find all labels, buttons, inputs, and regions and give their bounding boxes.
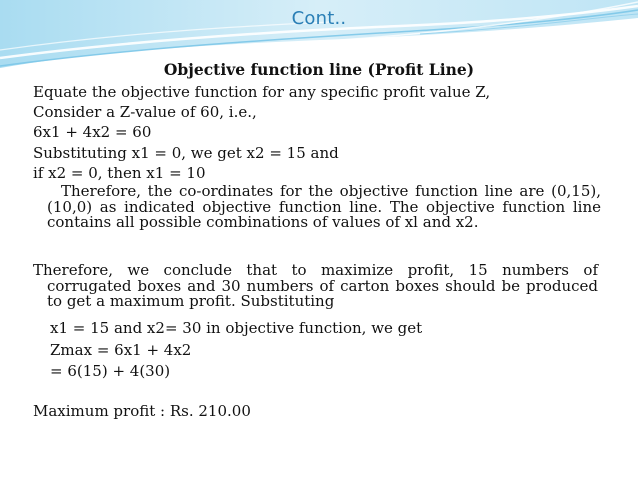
equation-line: = 6(15) + 4(30) <box>50 362 171 380</box>
slide-title: Cont.. <box>291 8 347 29</box>
text-line: Equate the objective function for any specific profit value Z, <box>33 83 491 101</box>
equation-line: 6x1 + 4x2 = 60 <box>33 123 152 141</box>
text-line: Consider a Z-value of 60, i.e., <box>33 103 257 121</box>
section-heading: Objective function line (Profit Line) <box>163 60 475 79</box>
text-line: Substituting x1 = 0, we get x2 = 15 and <box>33 144 339 162</box>
result-line: Maximum profit : Rs. 210.00 <box>33 402 251 420</box>
equation-line: Zmax = 6x1 + 4x2 <box>50 341 192 359</box>
text-line: if x2 = 0, then x1 = 10 <box>33 164 206 182</box>
coordinates-paragraph: Therefore, the co-ordinates for the objective function line are (0,15), (10,0) as indicated objective function line. The objective function line contains all possible combinations of values of xl and x2. <box>47 182 601 231</box>
conclusion-paragraph: Therefore, we conclude that to maximize profit, 15 numbers of corrugated boxes and 30 numbers of carton boxes should be produced to get a maximum profit. Substituting <box>33 261 598 310</box>
substitution-line: x1 = 15 and x2= 30 in objective function, we get <box>50 319 423 337</box>
